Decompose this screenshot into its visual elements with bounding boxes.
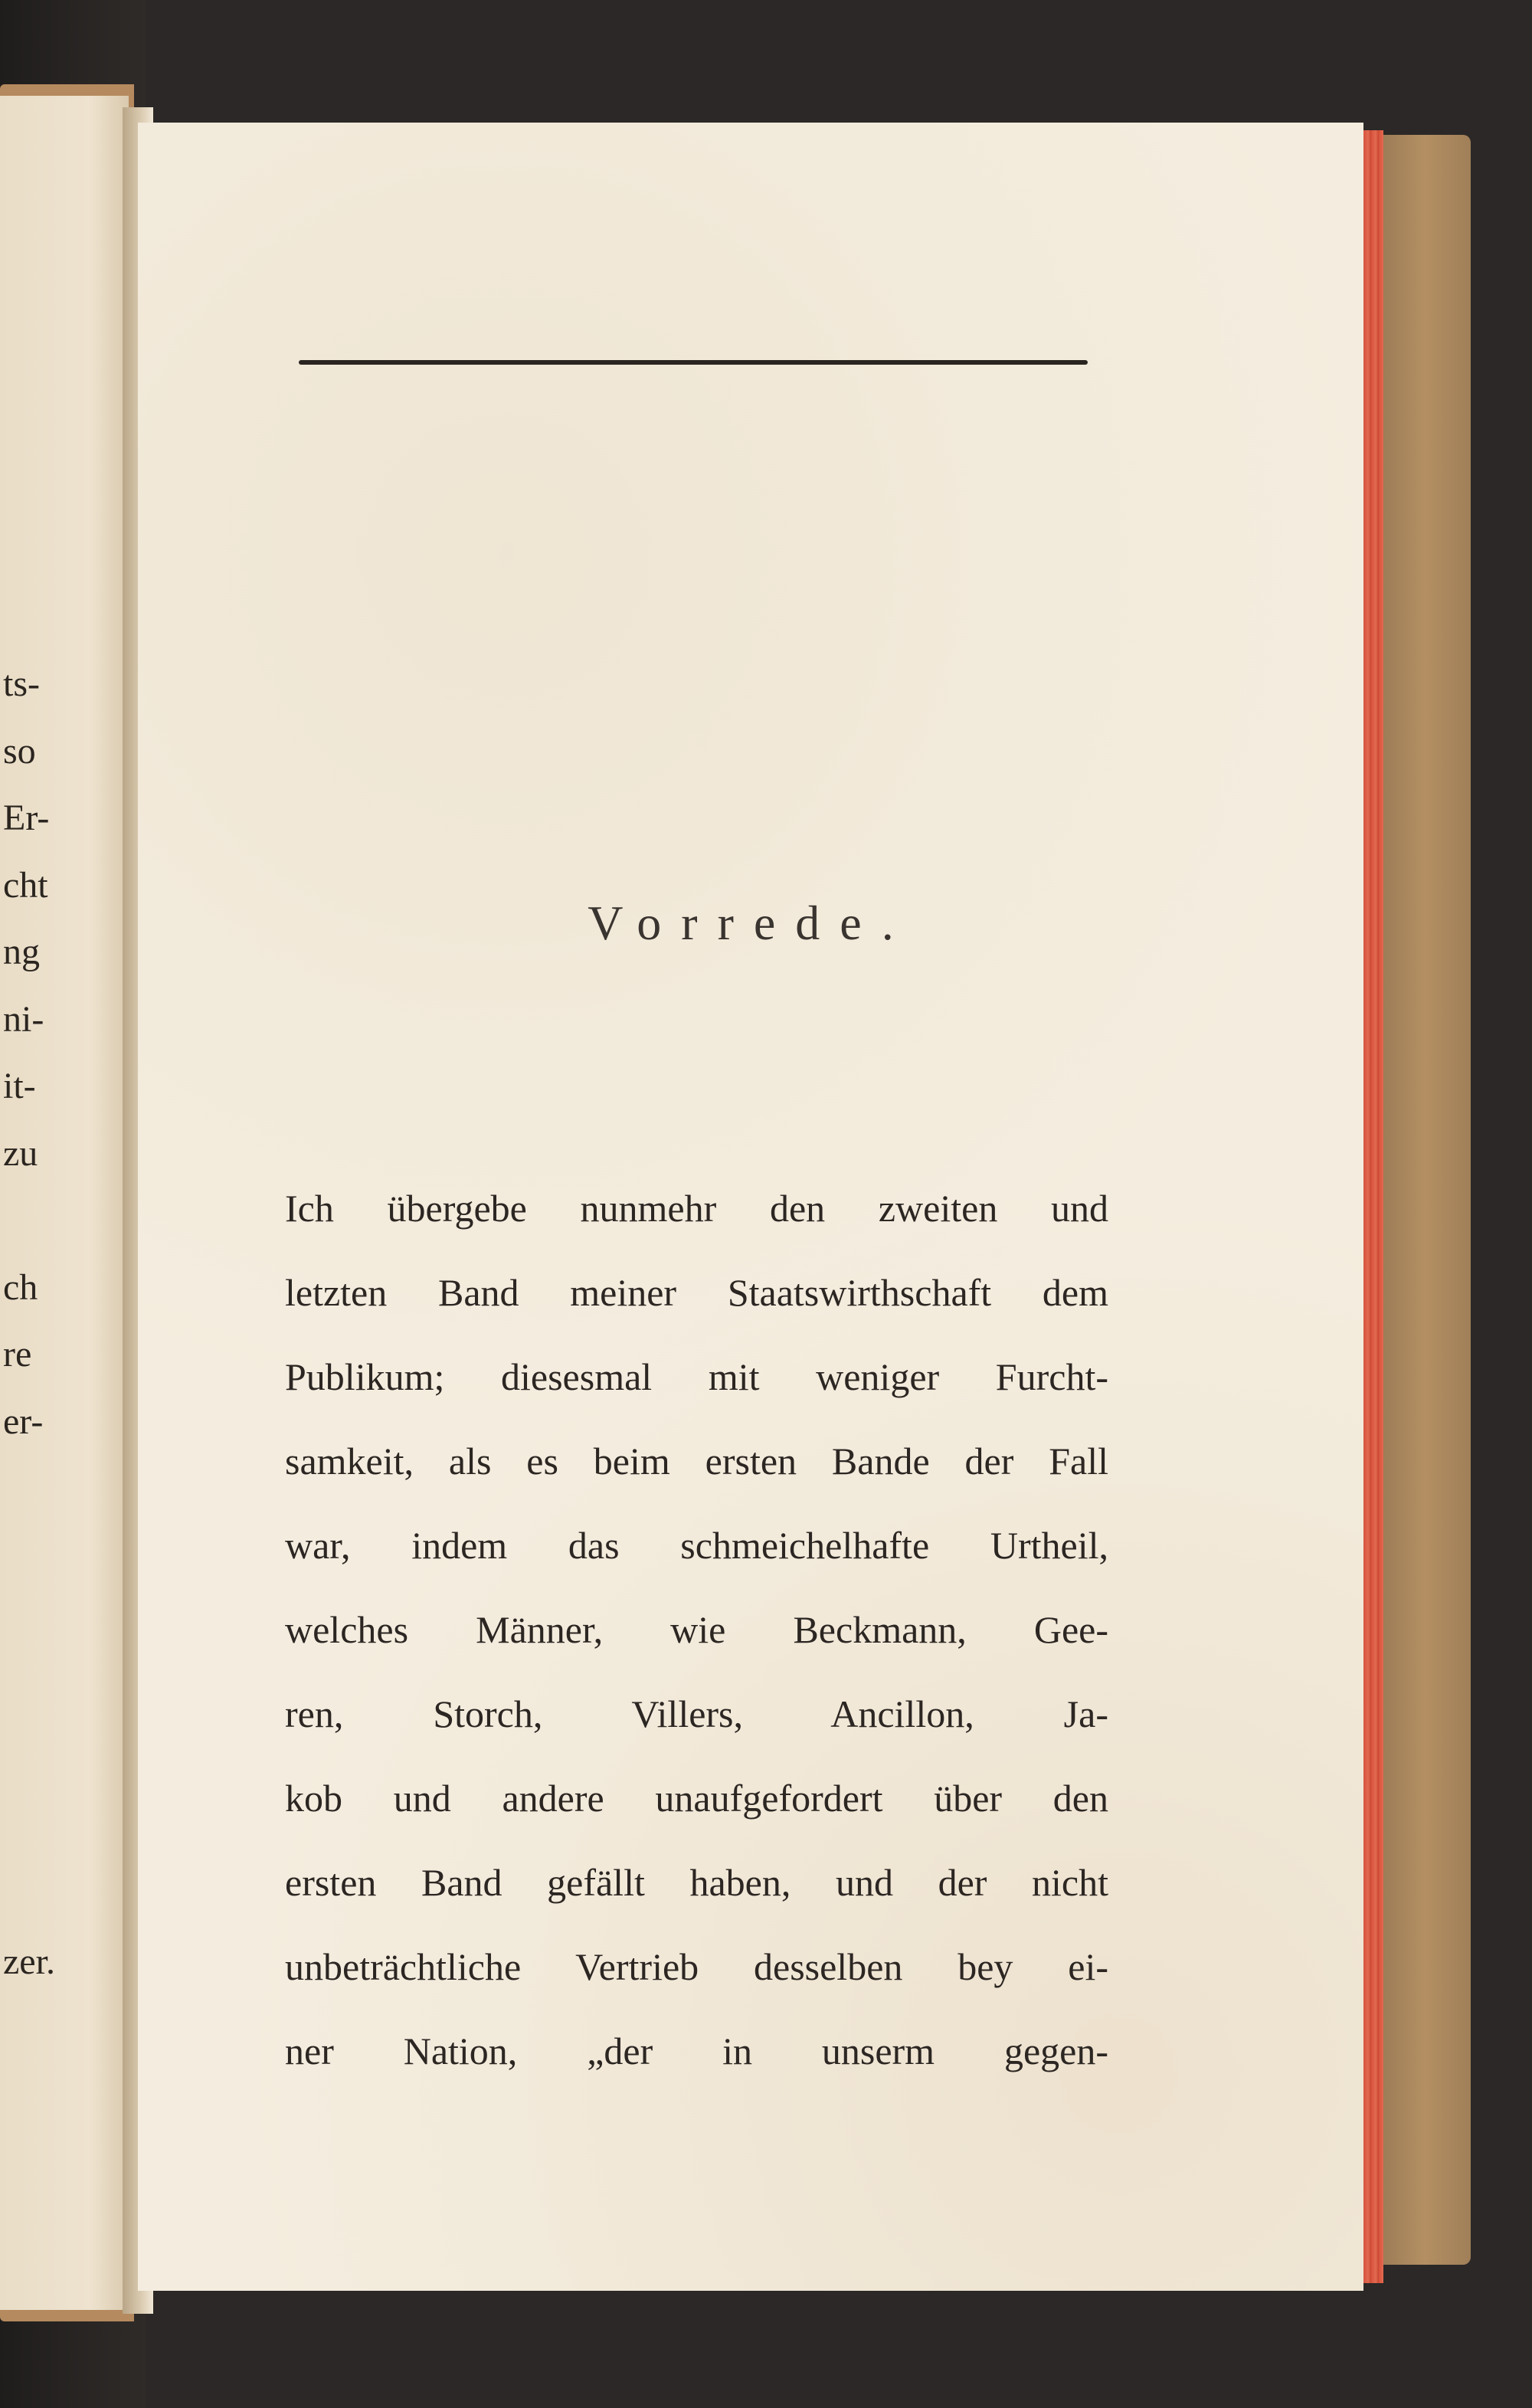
text-line: kob und andere unaufgefordert über den	[285, 1777, 1108, 1820]
body-text	[285, 1184, 1108, 2111]
text-line: welches Männer, wie Beckmann, Gee-	[285, 1608, 1108, 1651]
left-page-fragment: re	[3, 1334, 32, 1374]
right-book-cover	[1379, 135, 1471, 2265]
text-line: unbeträchtliche Vertrieb desselben bey ei-	[285, 1945, 1108, 1988]
left-page-fragment: zu	[3, 1133, 38, 1174]
left-page-fragment: ts-	[3, 663, 40, 704]
left-page-fragment: ng	[3, 932, 40, 972]
left-page-fragment: cht	[3, 865, 48, 906]
left-page-fragment: er-	[3, 1401, 44, 1442]
left-page-fragment: Er-	[3, 798, 50, 838]
text-line: letzten Band meiner Staatswirthschaft dem	[285, 1271, 1108, 1314]
left-page-fragment: it-	[3, 1066, 36, 1106]
text-line: samkeit, als es beim ersten Bande der Fall	[285, 1440, 1108, 1482]
left-page-fragment: so	[3, 731, 36, 772]
text-line: Ich übergebe nunmehr den zweiten und	[285, 1187, 1108, 1230]
text-line: Publikum; diesesmal mit weniger Furcht-	[285, 1355, 1108, 1398]
left-page	[0, 96, 129, 2310]
text-line: war, indem das schmeichelhafte Urtheil,	[285, 1524, 1108, 1567]
text-line: ren, Storch, Villers, Ancillon, Ja-	[285, 1692, 1108, 1735]
left-page-fragment: ni-	[3, 999, 44, 1040]
text-line: ersten Band gefällt haben, und der nicht	[285, 1861, 1108, 1904]
text-line: ner Nation, „der in unserm gegen-	[285, 2030, 1108, 2072]
left-page-fragment: ch	[3, 1267, 38, 1308]
left-page-fragment: zer.	[3, 1941, 55, 1982]
page-heading: Vorrede.	[588, 896, 914, 950]
